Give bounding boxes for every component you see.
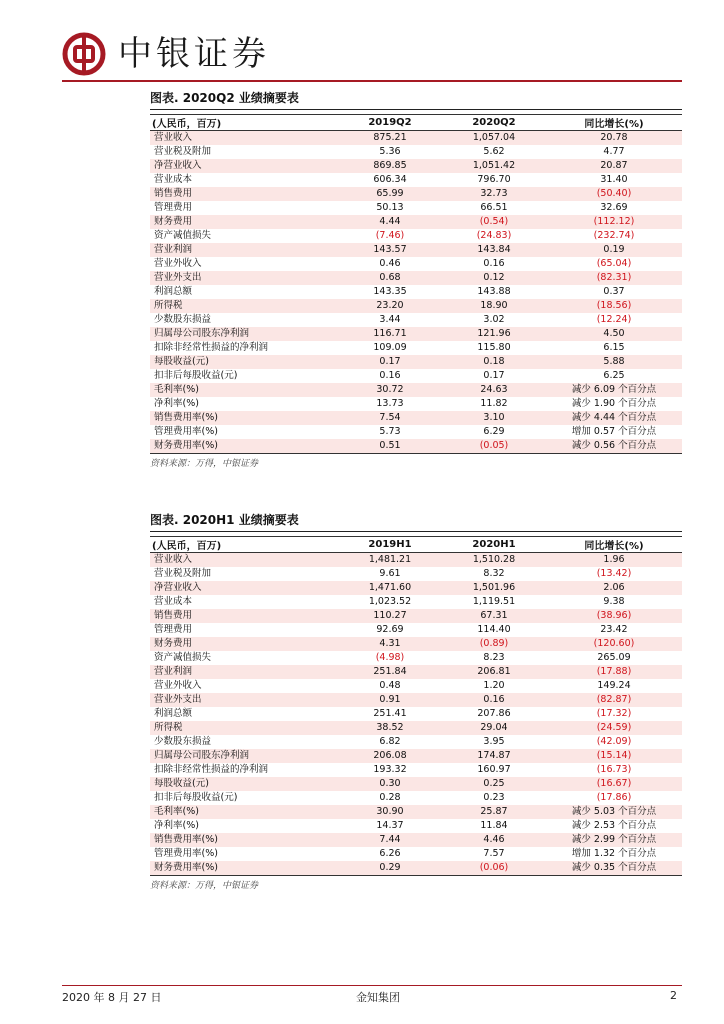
table-row — [150, 763, 682, 777]
value-cell: (120.60) — [546, 637, 682, 651]
value-cell: 0.17 — [338, 355, 442, 369]
table-row — [150, 285, 682, 299]
value-cell: 24.63 — [442, 383, 546, 397]
value-cell: 206.81 — [442, 665, 546, 679]
table1-title: 图表. 2020Q2 业绩摘要表 — [150, 90, 682, 110]
value-cell: 143.88 — [442, 285, 546, 299]
table1-body — [150, 131, 682, 454]
table-row — [150, 623, 682, 637]
value-cell: 606.34 — [338, 173, 442, 187]
value-cell: 1.20 — [442, 679, 546, 693]
value-cell: (112.12) — [546, 215, 682, 229]
table1-header-yoy: 同比增长(%) — [546, 115, 682, 131]
value-cell: 14.37 — [338, 819, 442, 833]
value-cell: 9.61 — [338, 567, 442, 581]
value-cell: (7.46) — [338, 229, 442, 243]
row-label-cell: 销售费用 — [150, 187, 338, 201]
table2-title: 图表. 2020H1 业绩摘要表 — [150, 512, 682, 532]
value-cell: 增加 0.57 个百分点 — [546, 425, 682, 439]
row-label-cell: 归属母公司股东净利润 — [150, 327, 338, 341]
table-row — [150, 397, 682, 411]
table-row — [150, 553, 682, 568]
table-row — [150, 243, 682, 257]
table-row — [150, 777, 682, 791]
value-cell: 4.46 — [442, 833, 546, 847]
table2-summary-table — [150, 536, 682, 876]
value-cell: 251.84 — [338, 665, 442, 679]
value-cell: 8.32 — [442, 567, 546, 581]
value-cell: (42.09) — [546, 735, 682, 749]
value-cell: 0.18 — [442, 355, 546, 369]
value-cell: (0.54) — [442, 215, 546, 229]
value-cell: 5.73 — [338, 425, 442, 439]
footer-page-number: 2 — [670, 989, 677, 1002]
value-cell: 减少 2.53 个百分点 — [546, 819, 682, 833]
row-label-cell: 管理费用率(%) — [150, 425, 338, 439]
value-cell: 869.85 — [338, 159, 442, 173]
row-label-cell: 财务费用率(%) — [150, 861, 338, 876]
value-cell: (17.86) — [546, 791, 682, 805]
value-cell: 0.51 — [338, 439, 442, 454]
value-cell: 减少 0.56 个百分点 — [546, 439, 682, 454]
row-label-cell: 财务费用 — [150, 637, 338, 651]
table-row — [150, 145, 682, 159]
row-label-cell: 毛利率(%) — [150, 383, 338, 397]
row-label-cell: 资产减值损失 — [150, 651, 338, 665]
value-cell: 1.96 — [546, 553, 682, 568]
table-row — [150, 581, 682, 595]
table-row — [150, 847, 682, 861]
value-cell: 1,471.60 — [338, 581, 442, 595]
row-label-cell: 营业收入 — [150, 131, 338, 146]
value-cell: 减少 5.03 个百分点 — [546, 805, 682, 819]
row-label-cell: 净利率(%) — [150, 397, 338, 411]
row-label-cell: 销售费用率(%) — [150, 411, 338, 425]
row-label-cell: 管理费用率(%) — [150, 847, 338, 861]
value-cell: 0.46 — [338, 257, 442, 271]
value-cell: (15.14) — [546, 749, 682, 763]
table-row — [150, 411, 682, 425]
row-label-cell: 每股收益(元) — [150, 355, 338, 369]
row-label-cell: 营业成本 — [150, 173, 338, 187]
value-cell: 0.19 — [546, 243, 682, 257]
row-label-cell: 所得税 — [150, 299, 338, 313]
value-cell: (0.05) — [442, 439, 546, 454]
row-label-cell: 扣除非经常性损益的净利润 — [150, 341, 338, 355]
value-cell: 6.26 — [338, 847, 442, 861]
value-cell: (17.32) — [546, 707, 682, 721]
table-row — [150, 609, 682, 623]
value-cell: 0.29 — [338, 861, 442, 876]
row-label-cell: 营业外收入 — [150, 257, 338, 271]
value-cell: 1,481.21 — [338, 553, 442, 568]
value-cell: 5.88 — [546, 355, 682, 369]
value-cell: 32.73 — [442, 187, 546, 201]
table-row — [150, 707, 682, 721]
table2-header-prior: 2019H1 — [338, 537, 442, 553]
value-cell: 20.78 — [546, 131, 682, 146]
value-cell: (232.74) — [546, 229, 682, 243]
value-cell: (13.42) — [546, 567, 682, 581]
value-cell: 0.17 — [442, 369, 546, 383]
table-row — [150, 637, 682, 651]
value-cell: 0.37 — [546, 285, 682, 299]
value-cell: 116.71 — [338, 327, 442, 341]
value-cell: 92.69 — [338, 623, 442, 637]
table2-section — [150, 512, 682, 892]
value-cell: 0.30 — [338, 777, 442, 791]
table-row — [150, 819, 682, 833]
value-cell: 110.27 — [338, 609, 442, 623]
value-cell: 7.57 — [442, 847, 546, 861]
table-row — [150, 201, 682, 215]
page-header — [62, 28, 682, 84]
table1-source-note: 资料来源：万得，中银证券 — [150, 459, 259, 469]
row-label-cell: 扣除非经常性损益的净利润 — [150, 763, 338, 777]
value-cell: 875.21 — [338, 131, 442, 146]
value-cell: 67.31 — [442, 609, 546, 623]
value-cell: 0.16 — [442, 257, 546, 271]
value-cell: 193.32 — [338, 763, 442, 777]
value-cell: 114.40 — [442, 623, 546, 637]
value-cell: 0.25 — [442, 777, 546, 791]
value-cell: 20.87 — [546, 159, 682, 173]
value-cell: 7.54 — [338, 411, 442, 425]
value-cell: 4.31 — [338, 637, 442, 651]
value-cell: 8.23 — [442, 651, 546, 665]
value-cell: 207.86 — [442, 707, 546, 721]
row-label-cell: 财务费用 — [150, 215, 338, 229]
table-row — [150, 735, 682, 749]
value-cell: 11.82 — [442, 397, 546, 411]
table-row — [150, 257, 682, 271]
table-row — [150, 791, 682, 805]
value-cell: 29.04 — [442, 721, 546, 735]
table-row — [150, 271, 682, 285]
table-row — [150, 425, 682, 439]
table-row — [150, 299, 682, 313]
row-label-cell: 营业利润 — [150, 243, 338, 257]
value-cell: 115.80 — [442, 341, 546, 355]
value-cell: 减少 6.09 个百分点 — [546, 383, 682, 397]
value-cell: (12.24) — [546, 313, 682, 327]
value-cell: 6.29 — [442, 425, 546, 439]
value-cell: 18.90 — [442, 299, 546, 313]
footer-date: 2020 年 8 月 27 日 — [62, 991, 162, 1004]
table-row — [150, 341, 682, 355]
row-label-cell: 扣非后每股收益(元) — [150, 369, 338, 383]
value-cell: 13.73 — [338, 397, 442, 411]
row-label-cell: 营业外支出 — [150, 693, 338, 707]
value-cell: 0.16 — [338, 369, 442, 383]
value-cell: (24.83) — [442, 229, 546, 243]
value-cell: (82.31) — [546, 271, 682, 285]
value-cell: 5.36 — [338, 145, 442, 159]
table-row — [150, 567, 682, 581]
value-cell: 206.08 — [338, 749, 442, 763]
value-cell: 1,023.52 — [338, 595, 442, 609]
row-label-cell: 销售费用率(%) — [150, 833, 338, 847]
value-cell: 265.09 — [546, 651, 682, 665]
value-cell: 796.70 — [442, 173, 546, 187]
value-cell: 50.13 — [338, 201, 442, 215]
value-cell: 0.23 — [442, 791, 546, 805]
table2-header-yoy: 同比增长(%) — [546, 537, 682, 553]
value-cell: 65.99 — [338, 187, 442, 201]
row-label-cell: 少数股东损益 — [150, 313, 338, 327]
table-row — [150, 327, 682, 341]
table-row — [150, 383, 682, 397]
value-cell: 1,510.28 — [442, 553, 546, 568]
value-cell: (38.96) — [546, 609, 682, 623]
table-row — [150, 215, 682, 229]
value-cell: 174.87 — [442, 749, 546, 763]
table1-header-unit: (人民币，百万) — [150, 115, 338, 131]
table1-header-row — [150, 115, 682, 131]
value-cell: (50.40) — [546, 187, 682, 201]
value-cell: 251.41 — [338, 707, 442, 721]
row-label-cell: 营业收入 — [150, 553, 338, 568]
value-cell: 30.72 — [338, 383, 442, 397]
row-label-cell: 利润总额 — [150, 707, 338, 721]
value-cell: 143.57 — [338, 243, 442, 257]
value-cell: 增加 1.32 个百分点 — [546, 847, 682, 861]
footer-divider — [62, 985, 682, 986]
brand-name: 中银证券 — [118, 34, 270, 74]
row-label-cell: 销售费用 — [150, 609, 338, 623]
value-cell: (18.56) — [546, 299, 682, 313]
value-cell: 23.42 — [546, 623, 682, 637]
value-cell: 1,501.96 — [442, 581, 546, 595]
footer-company: 金知集团 — [356, 991, 400, 1004]
row-label-cell: 管理费用 — [150, 201, 338, 215]
table-row — [150, 159, 682, 173]
row-label-cell: 少数股东损益 — [150, 735, 338, 749]
value-cell: (16.73) — [546, 763, 682, 777]
value-cell: 6.25 — [546, 369, 682, 383]
value-cell: (65.04) — [546, 257, 682, 271]
table-row — [150, 229, 682, 243]
row-label-cell: 所得税 — [150, 721, 338, 735]
table-row — [150, 131, 682, 146]
table2-header-unit: (人民币，百万) — [150, 537, 338, 553]
table-row — [150, 369, 682, 383]
header-divider — [62, 80, 682, 82]
value-cell: 5.62 — [442, 145, 546, 159]
value-cell: 0.48 — [338, 679, 442, 693]
value-cell: 1,119.51 — [442, 595, 546, 609]
value-cell: 143.84 — [442, 243, 546, 257]
table-row — [150, 749, 682, 763]
value-cell: 30.90 — [338, 805, 442, 819]
value-cell: 25.87 — [442, 805, 546, 819]
row-label-cell: 资产减值损失 — [150, 229, 338, 243]
table-row — [150, 187, 682, 201]
row-label-cell: 净利率(%) — [150, 819, 338, 833]
table1-header-current: 2020Q2 — [442, 115, 546, 131]
value-cell: (4.98) — [338, 651, 442, 665]
value-cell: 1,051.42 — [442, 159, 546, 173]
table-row — [150, 595, 682, 609]
value-cell: 6.15 — [546, 341, 682, 355]
row-label-cell: 净营业收入 — [150, 159, 338, 173]
value-cell: 66.51 — [442, 201, 546, 215]
row-label-cell: 管理费用 — [150, 623, 338, 637]
value-cell: 3.44 — [338, 313, 442, 327]
table-row — [150, 355, 682, 369]
value-cell: 109.09 — [338, 341, 442, 355]
row-label-cell: 营业成本 — [150, 595, 338, 609]
value-cell: (0.06) — [442, 861, 546, 876]
row-label-cell: 毛利率(%) — [150, 805, 338, 819]
value-cell: 9.38 — [546, 595, 682, 609]
table-row — [150, 693, 682, 707]
value-cell: 1,057.04 — [442, 131, 546, 146]
table-row — [150, 805, 682, 819]
value-cell: 31.40 — [546, 173, 682, 187]
value-cell: 143.35 — [338, 285, 442, 299]
value-cell: 6.82 — [338, 735, 442, 749]
row-label-cell: 财务费用率(%) — [150, 439, 338, 454]
row-label-cell: 营业利润 — [150, 665, 338, 679]
value-cell: (82.87) — [546, 693, 682, 707]
value-cell: 减少 1.90 个百分点 — [546, 397, 682, 411]
value-cell: 121.96 — [442, 327, 546, 341]
row-label-cell: 营业税及附加 — [150, 145, 338, 159]
row-label-cell: 每股收益(元) — [150, 777, 338, 791]
value-cell: 23.20 — [338, 299, 442, 313]
table1-summary-table — [150, 114, 682, 454]
row-label-cell: 扣非后每股收益(元) — [150, 791, 338, 805]
table2-source-note: 资料来源：万得，中银证券 — [150, 881, 259, 891]
row-label-cell: 净营业收入 — [150, 581, 338, 595]
value-cell: 0.12 — [442, 271, 546, 285]
table2-header-current: 2020H1 — [442, 537, 546, 553]
table2-header-row — [150, 537, 682, 553]
value-cell: (16.67) — [546, 777, 682, 791]
value-cell: 减少 0.35 个百分点 — [546, 861, 682, 876]
value-cell: (24.59) — [546, 721, 682, 735]
row-label-cell: 营业外收入 — [150, 679, 338, 693]
value-cell: 3.02 — [442, 313, 546, 327]
table-row — [150, 721, 682, 735]
table-row — [150, 861, 682, 876]
value-cell: 2.06 — [546, 581, 682, 595]
value-cell: 减少 4.44 个百分点 — [546, 411, 682, 425]
value-cell: 32.69 — [546, 201, 682, 215]
row-label-cell: 营业税及附加 — [150, 567, 338, 581]
value-cell: 149.24 — [546, 679, 682, 693]
table2-body — [150, 553, 682, 876]
table-row — [150, 313, 682, 327]
table1-header-prior: 2019Q2 — [338, 115, 442, 131]
value-cell: 减少 2.99 个百分点 — [546, 833, 682, 847]
table-row — [150, 651, 682, 665]
value-cell: 7.44 — [338, 833, 442, 847]
table-row — [150, 173, 682, 187]
value-cell: 4.77 — [546, 145, 682, 159]
row-label-cell: 营业外支出 — [150, 271, 338, 285]
table-row — [150, 833, 682, 847]
row-label-cell: 利润总额 — [150, 285, 338, 299]
table-row — [150, 665, 682, 679]
value-cell: 160.97 — [442, 763, 546, 777]
value-cell: 3.95 — [442, 735, 546, 749]
bank-of-china-logo-icon — [62, 32, 106, 76]
value-cell: 0.16 — [442, 693, 546, 707]
row-label-cell: 归属母公司股东净利润 — [150, 749, 338, 763]
value-cell: 0.28 — [338, 791, 442, 805]
table1-section — [150, 90, 682, 470]
value-cell: 38.52 — [338, 721, 442, 735]
value-cell: 4.44 — [338, 215, 442, 229]
value-cell: (0.89) — [442, 637, 546, 651]
value-cell: 11.84 — [442, 819, 546, 833]
table-row — [150, 439, 682, 454]
value-cell: 4.50 — [546, 327, 682, 341]
value-cell: (17.88) — [546, 665, 682, 679]
value-cell: 0.68 — [338, 271, 442, 285]
value-cell: 3.10 — [442, 411, 546, 425]
table-row — [150, 679, 682, 693]
value-cell: 0.91 — [338, 693, 442, 707]
